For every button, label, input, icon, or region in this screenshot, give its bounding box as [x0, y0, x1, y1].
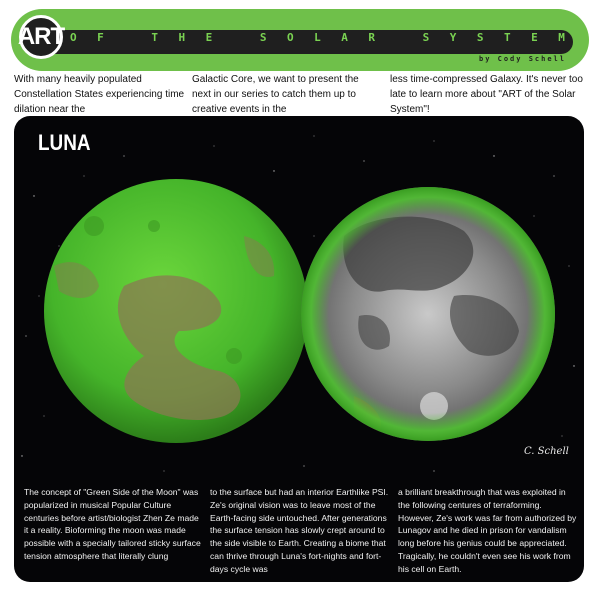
right-moon — [301, 187, 555, 441]
body-column-2: to the surface but had an interior Earthlike PSI. Ze's original vision was to leave most of the Earth-facing side untouched. After generations the surface tension has slowly crept around to the side visible to Earth. Creating a biome that can thrive through Luna's fort-nights and fort-days cycle was — [210, 487, 389, 574]
body-column-1: The concept of "Green Side of the Moon" was popularized in musical Popular Culture centuries before artist/biologist Zhen Ze made it a reality. Bioforming the moon was made possible with a specially tailored sticky surface tension atmosphere that literally clung — [24, 487, 201, 561]
intro-column-3: less time-compressed Galaxy. It's never too late to learn more about "ART of the Solar System"! — [390, 74, 583, 115]
intro-column-1: With many heavily populated Constellation States experiencing time dilation near the — [14, 74, 185, 115]
header-title: OF THE SOLAR SYSTEM — [70, 31, 586, 44]
intro-column-2: Galactic Core, we want to present the next in our series to catch them up to creative events in the — [192, 74, 359, 115]
starfield — [14, 116, 584, 482]
left-moon — [44, 179, 308, 443]
luna-panel — [14, 116, 584, 582]
byline: by Cody Schell — [478, 55, 566, 63]
art-badge-label: ART — [17, 23, 65, 50]
artist-signature: C. Schell — [524, 446, 569, 457]
body-column-3: a brilliant breakthrough that was exploited in the following centures of terraforming. However, Ze's work was far from authorized by Lunagov and he died in prison for vandalism long before his genius could be appreciated. Tragically, he couldn't even see his work from his cell on Earth. — [398, 487, 577, 574]
panel-title: LUNA — [38, 130, 91, 155]
